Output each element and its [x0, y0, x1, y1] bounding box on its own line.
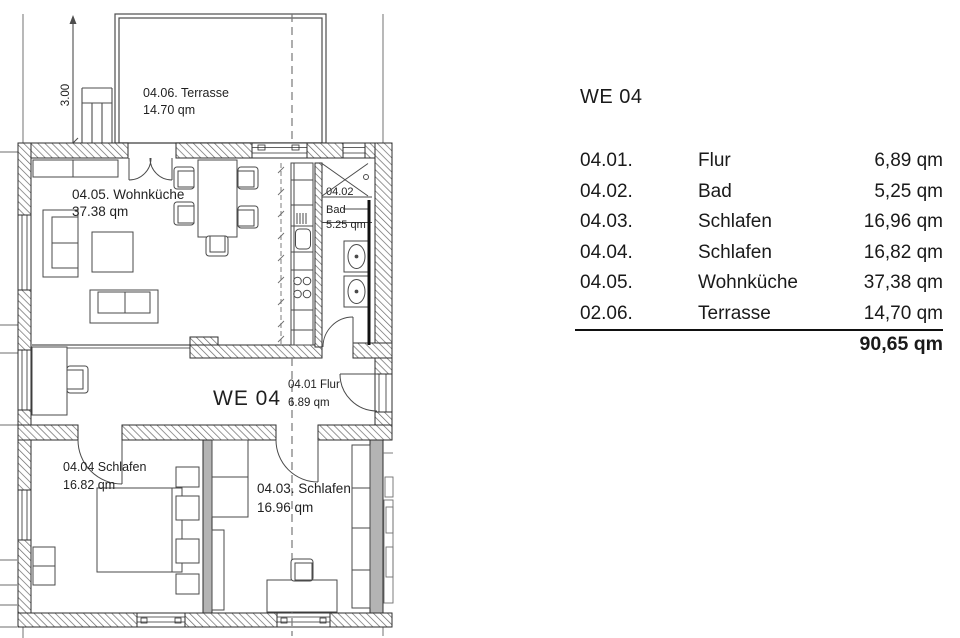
table-row: [580, 268, 943, 299]
room-name: Terrasse: [698, 302, 771, 324]
table-rows: [580, 146, 943, 329]
wardrobe-right: [352, 445, 370, 608]
label-wohnkueche-1: 04.05. Wohnküche: [72, 187, 185, 202]
desk-corridor: [32, 347, 67, 415]
desk-bedroom: [267, 580, 337, 612]
label-bad-area: 5.25 qm: [326, 219, 366, 231]
label-flur-1: 04.01 Flur: [288, 379, 340, 391]
room-name: Bad: [698, 180, 732, 202]
window-top-2: [343, 143, 365, 158]
window-top-1: [252, 143, 307, 158]
table-row: [580, 207, 943, 238]
entry-door-frame: [375, 374, 392, 412]
table-row: [580, 299, 943, 330]
sofa-bottom: [90, 290, 158, 323]
room-name: Flur: [698, 150, 731, 172]
label-bad-name: Bad: [326, 204, 346, 216]
nightstand: [176, 574, 199, 594]
label-terrasse-2: 14.70 qm: [143, 103, 196, 117]
coffee-table: [92, 232, 133, 272]
room-name: Wohnküche: [698, 272, 798, 294]
kitchen-counter: [291, 163, 313, 345]
wall-bath-left: [315, 163, 322, 347]
label-schlafen-links-2: 16.82 qm: [63, 478, 116, 492]
pillow: [176, 539, 199, 563]
wall-right-lower: [370, 440, 383, 613]
room-code: 04.02.: [580, 180, 633, 202]
room-code: 04.04.: [580, 241, 633, 263]
cabinet-slim: [212, 530, 224, 610]
room-area: 6,89 qm: [874, 150, 943, 172]
label-schlafen-links-1: 04.04 Schlafen: [63, 460, 147, 474]
label-unit: WE 04: [213, 387, 282, 410]
room-area: 16,82 qm: [863, 241, 943, 263]
sofa-left: [43, 210, 78, 277]
room-area: 16,96 qm: [863, 211, 943, 233]
window-left-3: [18, 490, 31, 540]
shower-screen: [368, 200, 371, 345]
wall-bottom: [18, 613, 392, 627]
room-name: Schlafen: [698, 241, 772, 263]
wardrobe-top: [212, 440, 248, 517]
window-bottom-2: [277, 613, 330, 627]
label-terrasse-1: 04.06. Terrasse: [143, 86, 229, 100]
label-bad-code: 04.02: [326, 186, 354, 198]
dimension-label: 3.00: [60, 83, 72, 107]
total-area: 90,65 qm: [859, 333, 943, 355]
wall-between-bedrooms: [203, 440, 212, 613]
label-wohnkueche-2: 37.38 qm: [72, 204, 129, 219]
room-code: 04.03.: [580, 211, 633, 233]
room-name: Schlafen: [698, 211, 772, 233]
label-schlafen-rechts-1: 04.03. Schlafen: [257, 481, 351, 496]
pillow: [176, 496, 199, 520]
window-left-1: [18, 215, 31, 290]
sum-rule: [575, 329, 943, 331]
size-table: [580, 86, 943, 355]
wall-top: [18, 143, 392, 158]
room-area: 5,25 qm: [874, 180, 943, 202]
window-bottom-1: [137, 613, 185, 627]
wall-left: [18, 143, 31, 613]
label-flur-2: 6.89 qm: [288, 397, 330, 409]
room-area: 14,70 qm: [863, 302, 943, 324]
wall-right-upper: [375, 143, 392, 440]
room-code: 04.05.: [580, 272, 633, 294]
room-code: 04.01.: [580, 150, 633, 172]
bed: [97, 488, 182, 572]
table-row: [580, 177, 943, 208]
table-row: [580, 238, 943, 269]
room-area: 37,38 qm: [863, 272, 943, 294]
window-left-2: [18, 350, 31, 410]
table-row: [580, 146, 943, 177]
sideboard: [33, 160, 118, 177]
wall-corridor-bottom: [18, 425, 392, 440]
floor-plan: [0, 0, 460, 638]
nightstand: [176, 467, 199, 487]
wardrobe-left: [33, 547, 55, 585]
label-schlafen-rechts-2: 16.96 qm: [257, 500, 314, 515]
table-title: WE 04: [580, 86, 643, 108]
room-code: 02.06.: [580, 302, 633, 324]
